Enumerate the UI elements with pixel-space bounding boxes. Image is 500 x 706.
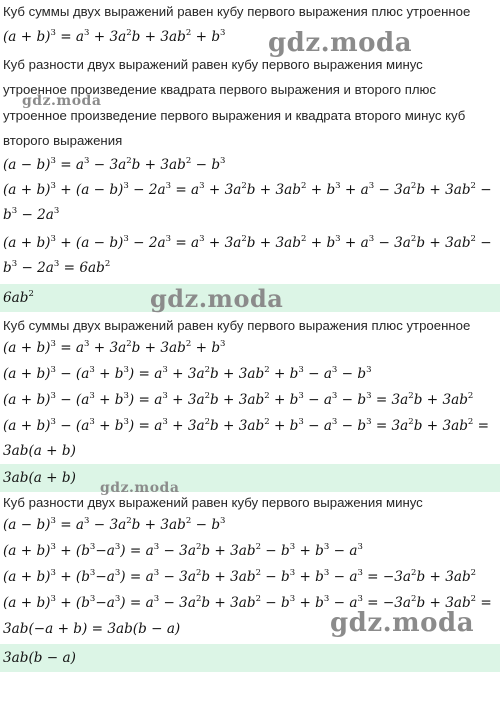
formula-line: $(a + b)^3 = a^3 + 3a^2b + 3ab^2 + b^3$	[3, 339, 226, 356]
formula-line: $b^3 - 2a^3 = 6ab^2$	[3, 259, 111, 276]
formula-line: $(a + b)^3 + (a - b)^3 - 2a^3 = a^3 + 3a^2b + 3ab^2 + b^3 + a^3 - 3a^2b + 3ab^2$ −	[3, 234, 492, 251]
formula-line: $b^3 - 2a^3$	[3, 206, 60, 223]
formula-line: 3ab(−a + b) = 3ab(b − a)	[3, 621, 181, 637]
watermark-logo: gdz.moda	[268, 28, 413, 58]
rule-text: Куб суммы двух выражений равен кубу первого выражения плюс утроенное	[3, 318, 471, 333]
rule-text: Куб разности двух выражений равен кубу первого выражения минус	[3, 495, 423, 510]
formula-line: $(a + b)^3 + (a - b)^3 - 2a^3 = a^3 + 3a^2b + 3ab^2 + b^3 + a^3 - 3a^2b + 3ab^2$ −	[3, 181, 492, 198]
watermark-logo: gdz.moda	[150, 284, 284, 313]
rule-text: второго выражения	[3, 133, 123, 148]
formula-line: $(a + b)^3 = a^3 + 3a^2b + 3ab^2 + b^3$	[3, 28, 226, 45]
answer-line: 3ab(a + b)	[0, 464, 500, 492]
formula-line: $(a + b)^3 - (a^3 + b^3) = a^3 + 3a^2b + 3ab^2 + b^3 - a^3 - b^3 = 3a^2b + 3ab^2$ =	[3, 417, 490, 434]
formula-line: $(a + b)^3 - (a^3 + b^3) = a^3 + 3a^2b + 3ab^2 + b^3 - a^3 - b^3 = 3a^2b + 3ab^2$	[3, 391, 474, 408]
answer-line: 3ab(b − a)	[0, 644, 500, 672]
watermark-logo: gdz.moda	[100, 480, 180, 496]
rule-text: утроенное произведение квадрата первого выражения и второго плюс	[3, 82, 437, 97]
watermark-logo: gdz.moda	[330, 608, 475, 638]
formula-line: $(a - b)^3 = a^3 - 3a^2b + 3ab^2 - b^3$	[3, 516, 226, 533]
answer-line: $6ab^2$	[0, 284, 500, 312]
formula-line: 3ab(a + b)	[3, 443, 76, 459]
formula-line: $(a + b)^3 - (a^3 + b^3) = a^3 + 3a^2b + 3ab^2 + b^3 - a^3 - b^3$	[3, 365, 372, 382]
formula-line: $(a + b)^3 + (b^3-a^3) = a^3 - 3a^2b + 3ab^2 - b^3 + b^3 - a^3$	[3, 542, 363, 559]
formula-line: $(a + b)^3 + (b^3-a^3) = a^3 - 3a^2b + 3ab^2 - b^3 + b^3 - a^3 = -3a^2b + 3ab^2$	[3, 568, 477, 585]
rule-text: Куб суммы двух выражений равен кубу первого выражения плюс утроенное	[3, 4, 471, 19]
rule-text: Куб разности двух выражений равен кубу первого выражения минус	[3, 57, 423, 72]
watermark-logo: gdz.moda	[22, 93, 102, 109]
formula-line: $(a + b)^3 + (b^3-a^3) = a^3 - 3a^2b + 3ab^2 - b^3 + b^3 - a^3 = -3a^2b + 3ab^2$ =	[3, 594, 492, 611]
formula-line: $(a - b)^3 = a^3 - 3a^2b + 3ab^2 - b^3$	[3, 156, 226, 173]
rule-text: утроенное произведение первого выражения и квадрата второго минус куб	[3, 108, 466, 123]
